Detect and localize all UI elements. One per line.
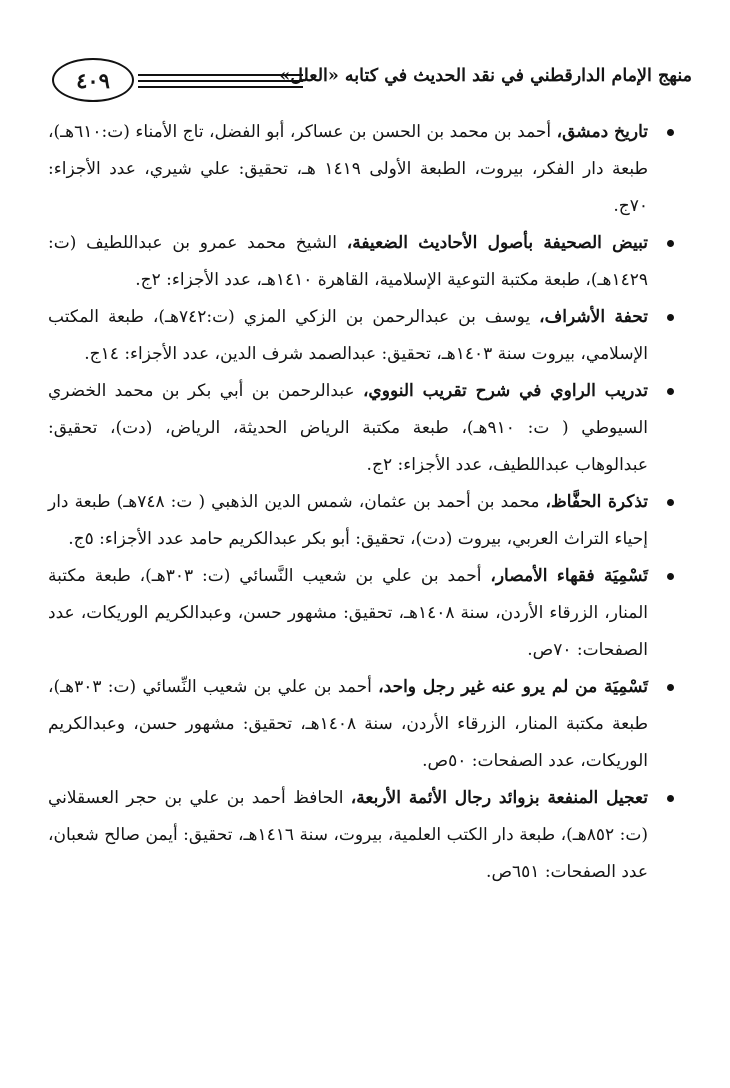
entry-title: تعجيل المنفعة بزوائد رجال الأئمة الأربعة، — [350, 788, 648, 808]
entry-body: عبدالرحمن بن أبي بكر بن محمد الخضري السيوطي ( ت: ٩١٠هـ)، طبعة مكتبة الرياض الحديثة، الرياض، (دت)، تحقيق: عبدالوهاب عبداللطيف، عدد الأجزاء: ٢ج. — [48, 381, 648, 475]
running-title: منهج الإمام الدارقطني في نقد الحديث في كتابه «العلل» — [279, 66, 692, 86]
bullet-icon — [667, 129, 674, 136]
bibliography-entry — [48, 299, 678, 373]
entry-body: محمد بن أحمد بن عثمان، شمس الدين الذهبي ( ت: ٧٤٨هـ) طبعة دار إحياء التراث العربي، بيروت (دت)، تحقيق: أبو بكر عبدالكريم حامد عدد الأجزاء: ٥ج. — [48, 492, 648, 549]
entry-body: أحمد بن محمد بن الحسن بن عساكر، أبو الفضل، تاج الأمناء (ت:٦١٠هـ)، طبعة دار الفكر، بيروت، الطبعة الأولى ١٤١٩ هـ، تحقيق: علي شيري، عدد الأجزاء: ٧٠ج. — [48, 122, 649, 216]
entry-body: الشيخ محمد عمرو بن عبداللطيف (ت: ١٤٢٩هـ)، طبعة مكتبة التوعية الإسلامية، القاهرة ١٤١٠هـ، عدد الأجزاء: ٢ج. — [48, 233, 648, 290]
entry-title: تذكرة الحفَّاظ، — [545, 492, 648, 512]
bullet-icon — [667, 684, 674, 691]
entry-title: تَسْمِيَة فقهاء الأمصار، — [490, 566, 649, 586]
header-rule — [138, 80, 303, 82]
bullet-icon — [667, 795, 674, 802]
bibliography-entry — [48, 780, 678, 891]
entry-title: تاريخ دمشق، — [556, 122, 648, 142]
entry-title: تدريب الراوي في شرح تقريب النووي، — [362, 381, 648, 401]
header-rule — [138, 86, 303, 88]
entry-title: تحفة الأشراف، — [539, 307, 648, 327]
bullet-icon — [667, 573, 674, 580]
entry-body: أحمد بن علي بن شعيب النِّسائي (ت: ٣٠٣هـ)، طبعة مكتبة المنار، الزرقاء الأردن، سنة ١٤٠٨هـ، تحقيق: مشهور حسن، وعبدالكريم الوريكات، عدد الصفحات: ٥٠ص. — [48, 677, 649, 771]
entry-body: الحافظ أحمد بن علي بن حجر العسقلاني (ت: ٨٥٢هـ)، طبعة دار الكتب العلمية، بيروت، سنة ١٤١٦هـ، تحقيق: أيمن صالح شعبان، عدد الصفحات: ٦٥١ص. — [48, 788, 648, 882]
bibliography-entry — [48, 114, 678, 225]
entry-title: تَسْمِيَة من لم يرو عنه غير رجل واحد، — [378, 677, 648, 697]
bibliography-entry — [48, 373, 678, 484]
bibliography-entry — [48, 225, 678, 299]
bullet-icon — [667, 314, 674, 321]
bibliography-entry — [48, 669, 678, 780]
entry-body: يوسف بن عبدالرحمن بن الزكي المزي (ت:٧٤٢هـ)، طبعة المكتب الإسلامي، بيروت سنة ١٤٠٣هـ، تحقيق: عبدالصمد شرف الدين، عدد الأجزاء: ١٤ج. — [48, 307, 648, 364]
bullet-icon — [667, 388, 674, 395]
header-rule — [138, 74, 303, 76]
bibliography-entry — [48, 484, 678, 558]
bullet-icon — [667, 499, 674, 506]
entry-body: أحمد بن علي بن شعيب النَّسائي (ت: ٣٠٣هـ)، طبعة مكتبة المنار، الزرقاء الأردن، سنة ١٤٠٨هـ، تحقيق: مشهور حسن، وعبدالكريم الوريكات، عدد الصفحات: ٧٠ص. — [48, 566, 648, 660]
bibliography-entry — [48, 558, 678, 669]
page-number: ٤٠٩ — [52, 58, 134, 102]
bibliography-list — [48, 114, 678, 1048]
entry-title: تبيض الصحيفة بأصول الأحاديث الضعيفة، — [346, 233, 648, 253]
bullet-icon — [667, 240, 674, 247]
page-header — [52, 58, 692, 104]
